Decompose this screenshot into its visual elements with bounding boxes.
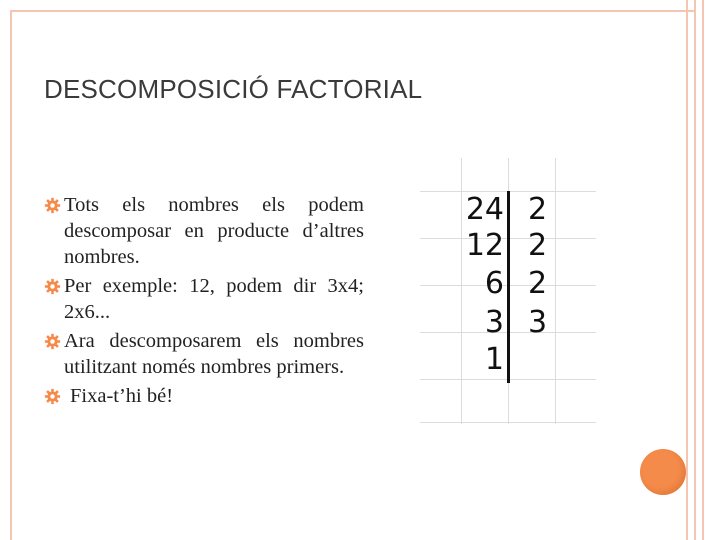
dividend: 6 <box>484 266 504 301</box>
frame-line <box>686 0 688 540</box>
bullet-text: Tots els nombres els podem descomposar en producte d’altres nombres. <box>64 194 364 268</box>
bullet-item <box>44 192 364 270</box>
gear-bullet-icon <box>44 388 61 405</box>
dividend: 24 <box>465 192 504 227</box>
dividend: 1 <box>484 342 504 377</box>
dividend: 12 <box>465 228 504 263</box>
frame-line <box>702 0 704 540</box>
divisor: 2 <box>528 266 548 301</box>
divisor: 3 <box>528 305 548 340</box>
gear-bullet-icon <box>44 197 61 214</box>
bullet-item <box>44 273 364 325</box>
slide-title: DESCOMPOSICIÓ FACTORIAL <box>44 74 423 104</box>
bullet-text: Fixa-t’hi bé! <box>70 385 174 407</box>
grid-line <box>420 422 596 423</box>
gear-bullet-icon <box>44 333 61 350</box>
frame-line <box>694 0 696 540</box>
divisor: 2 <box>528 192 548 227</box>
grid-line <box>461 158 462 424</box>
bullet-text: Per exemple: 12, podem dir 3x4; 2x6... <box>64 275 364 323</box>
bullet-item <box>44 383 364 409</box>
bullet-text: Ara descomposarem els nombres utilitzant només nombres primers. <box>64 330 364 378</box>
grid-line <box>555 158 556 424</box>
dividend: 3 <box>484 305 504 340</box>
gear-bullet-icon <box>44 278 61 295</box>
division-bar <box>507 191 510 383</box>
bullet-list <box>44 192 364 412</box>
divisor: 2 <box>528 228 548 263</box>
decorative-circle <box>640 449 686 495</box>
bullet-item <box>44 328 364 380</box>
